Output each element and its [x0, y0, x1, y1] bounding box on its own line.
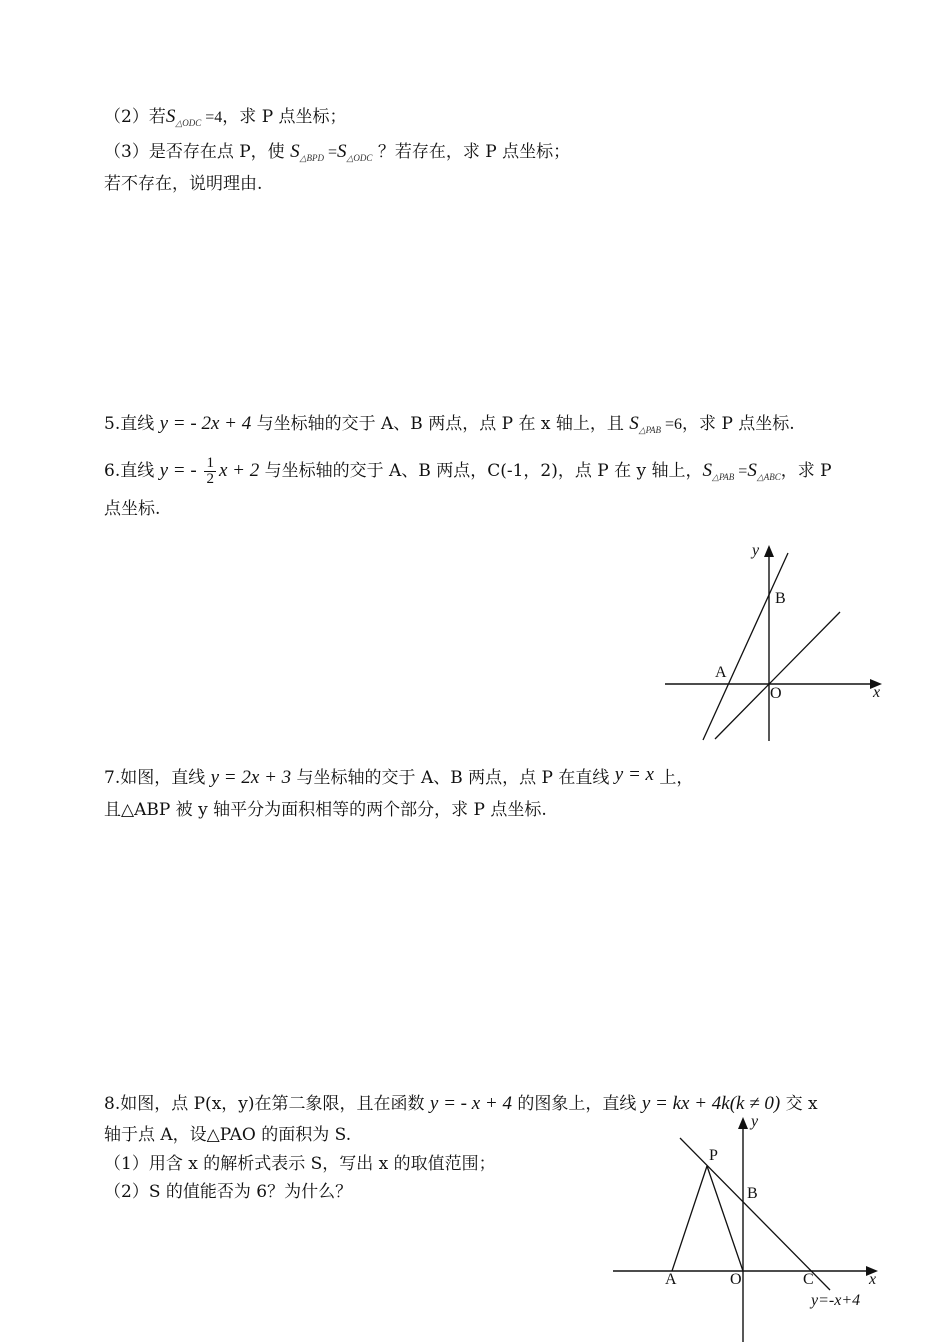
text: ，求 P 点坐标.	[682, 414, 795, 434]
label-x: x	[873, 684, 881, 701]
line-label: y=-x+4	[811, 1292, 861, 1309]
math-symbol: S	[337, 141, 347, 162]
math-symbol: S	[629, 413, 639, 434]
label-o: O	[770, 685, 782, 702]
math-subscript: △ODC	[346, 153, 373, 163]
text: ，求 P	[780, 461, 832, 481]
label-a: A	[665, 1271, 677, 1288]
text: ，求 P 点坐标；	[222, 107, 347, 127]
question-8-part2: （2）S 的值能否为 6？为什么？	[104, 1182, 353, 1202]
label-y: y	[751, 1113, 759, 1130]
text: 交 x	[780, 1094, 818, 1114]
math-symbol: S	[165, 106, 176, 127]
question-6	[104, 456, 832, 489]
label-b: B	[775, 590, 786, 607]
text: 8.如图，点 P(x，y)在第二象限，且在函数	[104, 1094, 430, 1114]
question-6-continued: 点坐标.	[104, 499, 161, 519]
figure-2-coordinate-graph	[605, 1108, 895, 1342]
math-formula: y = - x + 4	[429, 1093, 513, 1114]
question-7-continued: 且△ABP 被 y 轴平分为面积相等的两个部分，求 P 点坐标.	[104, 800, 547, 820]
text: 上，	[653, 768, 694, 788]
math-subscript: △PAB	[638, 425, 662, 435]
line-y-equals-x	[715, 612, 840, 739]
math-equals: =	[323, 144, 338, 161]
fraction	[204, 456, 216, 487]
q4-part3	[104, 140, 570, 170]
question-7	[104, 766, 693, 790]
q4-part2	[104, 105, 347, 135]
label-o: O	[730, 1271, 742, 1288]
label-x: x	[869, 1271, 877, 1288]
math-subscript: △BPD	[299, 153, 324, 163]
q4-part3-continued: 若不存在，说明理由.	[104, 174, 263, 194]
question-8-line2: 轴于点 A，设△PAO 的面积为 S.	[104, 1125, 352, 1145]
fraction-numerator: 1	[206, 455, 214, 471]
label-y: y	[752, 542, 760, 559]
question-8-part1: （1）用含 x 的解析式表示 S，写出 x 的取值范围；	[104, 1154, 496, 1174]
math-subscript: △ODC	[175, 118, 202, 128]
text: ？若存在，求 P 点坐标；	[372, 142, 571, 162]
math-formula: y = x	[614, 764, 654, 785]
math-subscript: △ABC	[756, 472, 781, 482]
math-symbol: S	[747, 460, 757, 481]
math-equals: =4	[201, 109, 223, 126]
math-formula: y = -	[159, 460, 202, 481]
text: 的图象上，直线	[512, 1094, 642, 1114]
math-formula: y = - 2x + 4	[159, 413, 252, 434]
math-formula: y = 2x + 3	[210, 767, 292, 788]
math-symbol: S	[702, 460, 713, 481]
text: 与坐标轴的交于 A、B 两点，点 P 在 x 轴上，且	[251, 414, 630, 434]
label-c: C	[803, 1271, 814, 1288]
label-p: P	[709, 1147, 718, 1164]
text: 6.直线	[104, 461, 160, 481]
text: 与坐标轴的交于 A、B 两点，C(-1，2)，点 P 在 y 轴上，	[259, 461, 703, 481]
math-symbol: S	[290, 141, 300, 162]
segment-po	[707, 1166, 743, 1271]
math-formula: x + 2	[218, 460, 260, 481]
y-axis-arrow	[764, 545, 774, 557]
segment-pa	[672, 1166, 707, 1271]
line-y-equals-minus-x-plus-4	[680, 1138, 830, 1290]
math-subscript: △PAB	[712, 472, 735, 482]
line-ab	[703, 553, 788, 740]
math-formula: y = kx + 4k(k ≠ 0)	[641, 1093, 781, 1114]
math-equals: =	[734, 463, 748, 480]
y-axis-arrow	[738, 1117, 748, 1129]
text: 5.直线	[104, 414, 160, 434]
question-5	[104, 412, 795, 442]
label-a: A	[715, 664, 727, 681]
math-equals: =6	[661, 416, 683, 433]
text: 与坐标轴的交于 A、B 两点，点 P 在直线	[291, 768, 615, 788]
text: 7.如图，直线	[104, 768, 211, 788]
figure-1-coordinate-graph	[660, 535, 890, 747]
fraction-denominator: 2	[206, 471, 214, 487]
text: （3）是否存在点 P，使	[104, 142, 291, 162]
text: （2）若	[104, 107, 166, 127]
label-b: B	[747, 1185, 758, 1202]
